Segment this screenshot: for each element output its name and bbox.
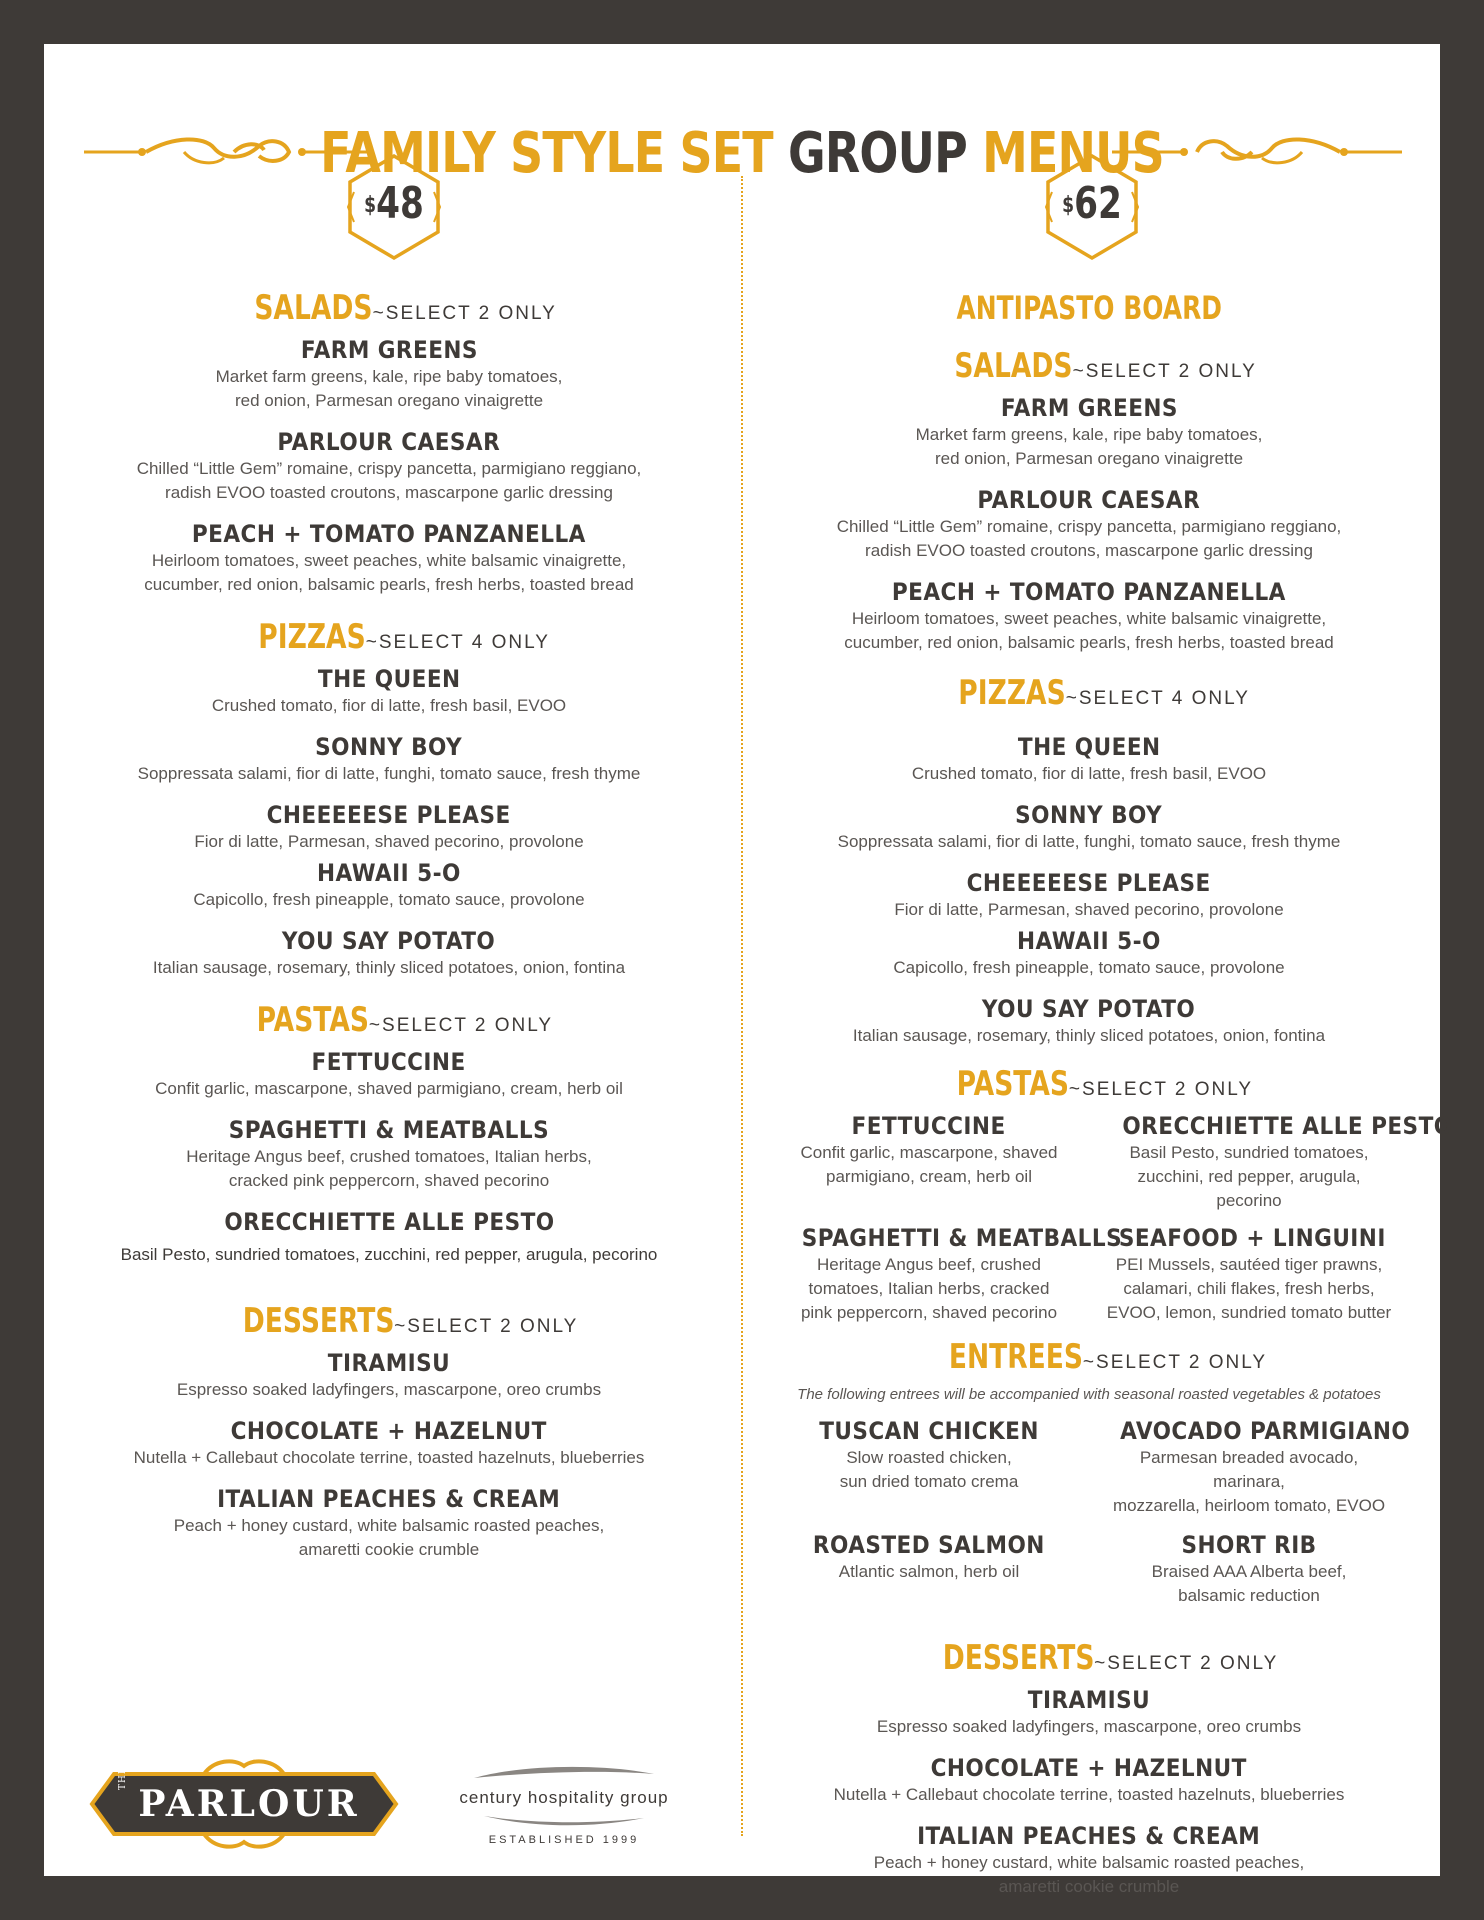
item-desc: Market farm greens, kale, ripe baby tomatoes, [215,367,563,386]
item-desc: Nutella + Callebaut chocolate terrine, toasted hazelnuts, blueberries [133,1448,645,1467]
item-desc: Market farm greens, kale, ripe baby tomatoes, [915,425,1263,444]
price-48 [355,179,433,229]
menu-item [94,335,684,413]
menu-item [1104,1223,1394,1325]
section-select: SELECT 2 ONLY [1082,1079,1254,1100]
item-desc: Basil Pesto, sundried tomatoes, zucchini, red pepper, arugula, pecorino [120,1245,658,1264]
item-desc: Chilled “Little Gem” romaine, crispy pancetta, parmigiano reggiano, [136,459,642,478]
price-value: 48 [376,178,424,229]
section-select: SELECT 2 ONLY [382,1015,554,1036]
price-badge-62 [1042,152,1142,262]
section-name: SALADS [954,346,1073,386]
item-desc: balsamic reduction [1178,1586,1320,1605]
entree-grid [784,1416,1411,1518]
menu-item [784,485,1394,563]
century-hospitality-logo [434,1764,694,1854]
left-menu-column [94,288,684,1562]
menu-item [784,994,1394,1048]
swoosh-lower-icon [484,1814,644,1828]
item-desc: tomatoes, Italian herbs, cracked [808,1279,1050,1298]
menu-item [94,858,684,912]
menu-item [784,800,1394,854]
menu-item [94,427,684,505]
item-name: AVOCADO PARMIGIANO [1120,1417,1411,1445]
item-desc: amaretti cookie crumble [298,1540,480,1559]
section-select: SELECT 4 ONLY [378,632,550,653]
item-name: SPAGHETTI & MEATBALLS [228,1116,550,1144]
menu-item [784,1685,1394,1739]
item-desc: EVOO, lemon, sundried tomato butter [1106,1303,1392,1322]
menu-item [94,732,684,786]
section-name: ENTREES [948,1337,1083,1377]
item-desc: Italian sausage, rosemary, thinly sliced potatoes, onion, fontina [152,958,626,977]
section-select: SELECT 2 ONLY [1107,1653,1279,1674]
item-desc: Braised AAA Alberta beef, [1151,1562,1347,1581]
menu-item [1104,1416,1411,1518]
item-name: SONNY BOY [1015,801,1163,829]
menu-item [94,926,684,980]
item-name: FARM GREENS [1000,394,1178,422]
item-desc: radish EVOO toasted croutons, mascarpone garlic dressing [165,483,613,502]
item-name: SONNY BOY [315,733,463,761]
item-name: HAWAII 5-O [317,859,461,887]
section-header-salads: SALADS~ SELECT 2 ONLY [254,288,557,328]
section-header-salads: SALADS~ SELECT 2 ONLY [954,346,1257,386]
item-name: FETTUCCINE [311,1048,467,1076]
price-badge-48 [344,152,444,262]
section-name: PASTAS [256,1000,369,1040]
item-name: PARLOUR CAESAR [977,486,1201,514]
item-desc: Fior di latte, Parmesan, shaved pecorino, provolone [894,900,1284,919]
menu-item [784,868,1394,922]
menu-sheet [44,44,1453,1896]
price-symbol: $ [364,193,377,218]
menu-item [94,519,684,597]
section-name: SALADS [254,288,373,328]
item-name: CHEEEEESE PLEASE [966,869,1212,897]
section-select: SELECT 2 ONLY [1085,361,1257,382]
item-name: PARLOUR CAESAR [277,428,501,456]
menu-item [784,393,1394,471]
item-desc: Capicollo, fresh pineapple, tomato sauce, provolone [893,958,1285,977]
right-menu-column [784,288,1453,1899]
item-desc: Capicollo, fresh pineapple, tomato sauce, provolone [193,890,585,909]
menu-item [94,1115,684,1193]
column-divider [741,176,743,1836]
item-name: SHORT RIB [1181,1531,1317,1559]
item-name: FARM GREENS [300,336,478,364]
menu-item [784,732,1394,786]
item-desc: Crushed tomato, fior di latte, fresh basil, EVOO [211,696,567,715]
item-desc: pink peppercorn, shaved pecorino [800,1303,1058,1322]
section-name: DESSERTS [942,1638,1095,1678]
item-name: ORECCHIETTE ALLE PESTO [223,1208,555,1236]
item-name: SEAFOOD + LINGUINI [1118,1224,1386,1252]
price-value: 62 [1074,178,1122,229]
item-name: SPAGHETTI & MEATBALLS [801,1224,1123,1252]
item-desc: Heirloom tomatoes, sweet peaches, white balsamic vinaigrette, [851,609,1327,628]
menu-item [784,1753,1394,1807]
menu-item [784,1111,1074,1213]
section-header-desserts: DESSERTS~ SELECT 2 ONLY [242,1301,579,1341]
section-header-entrees: ENTREES~ SELECT 2 ONLY [948,1337,1268,1377]
menu-item [1104,1530,1394,1608]
menu-item [94,664,684,718]
pasta-grid [784,1111,1453,1213]
antipasto-heading [784,288,1394,328]
right-scroll-ornament [1112,130,1402,174]
item-desc: Slow roasted chicken, [846,1448,1012,1467]
chg-established: ESTABLISHED 1999 [488,1834,640,1846]
entree-grid [784,1530,1394,1608]
menu-item [94,1416,684,1470]
item-name: CHEEEEESE PLEASE [266,801,512,829]
item-desc: Espresso soaked ladyfingers, mascarpone, oreo crumbs [876,1717,1302,1736]
item-desc: parmigiano, cream, herb oil [826,1167,1032,1186]
item-desc: Parmesan breaded avocado, marinara, [1139,1448,1359,1491]
pasta-grid [784,1223,1394,1325]
parlour-logo-the: THE [118,1766,128,1790]
section-select: SELECT 2 ONLY [407,1316,579,1337]
parlour-logo-word: PARLOUR [138,1783,360,1825]
entrees-note: The following entrees will be accompanied with seasonal roasted vegetables & potatoes [797,1386,1381,1403]
item-name: ORECCHIETTE ALLE PESTO [1122,1112,1453,1140]
item-desc: Espresso soaked ladyfingers, mascarpone, oreo crumbs [176,1380,602,1399]
item-name: TUSCAN CHICKEN [819,1417,1039,1445]
item-desc: cucumber, red onion, balsamic pearls, fresh herbs, toasted bread [144,575,634,594]
item-desc: Soppressata salami, fior di latte, funghi, tomato sauce, fresh thyme [837,832,1341,851]
title-part-1: FAMILY STYLE SET [320,121,773,186]
item-desc: cracked pink peppercorn, shaved pecorino [228,1171,550,1190]
section-name: PIZZAS [958,673,1066,713]
item-desc: Crushed tomato, fior di latte, fresh basil, EVOO [911,764,1267,783]
item-desc: Soppressata salami, fior di latte, funghi, tomato sauce, fresh thyme [137,764,641,783]
item-name: PEACH + TOMATO PANZANELLA [892,578,1286,606]
section-header-pastas: PASTAS~ SELECT 2 ONLY [956,1064,1254,1104]
title-part-2: GROUP [787,121,967,186]
item-desc: Confit garlic, mascarpone, shaved [800,1143,1058,1162]
section-name: PIZZAS [258,617,366,657]
menu-item [94,1047,684,1101]
item-name: TIRAMISU [327,1349,451,1377]
item-name: ITALIAN PEACHES & CREAM [917,1822,1261,1850]
item-desc: radish EVOO toasted croutons, mascarpone garlic dressing [865,541,1313,560]
item-name: PEACH + TOMATO PANZANELLA [192,520,586,548]
section-name: DESSERTS [242,1301,395,1341]
item-desc: calamari, chili flakes, fresh herbs, [1123,1279,1375,1298]
item-desc: amaretti cookie crumble [998,1877,1180,1896]
item-desc: Confit garlic, mascarpone, shaved parmigiano, cream, herb oil [155,1079,623,1098]
item-desc: Peach + honey custard, white balsamic roasted peaches, [873,1853,1305,1872]
item-desc: red onion, Parmesan oregano vinaigrette [234,391,544,410]
section-header-pastas: PASTAS~ SELECT 2 ONLY [256,1000,554,1040]
item-desc: Fior di latte, Parmesan, shaved pecorino, provolone [194,832,584,851]
section-name: PASTAS [956,1064,1069,1104]
section-header-pizzas: PIZZAS~ SELECT 4 ONLY [258,617,550,657]
chg-name: century hospitality group [459,1788,669,1807]
item-name: ROASTED SALMON [813,1531,1045,1559]
item-name: THE QUEEN [1017,733,1161,761]
item-desc: sun dried tomato crema [839,1472,1019,1491]
item-desc: PEI Mussels, sautéed tiger prawns, [1115,1255,1383,1274]
menu-item [94,1484,684,1562]
item-name: CHOCOLATE + HAZELNUT [230,1417,548,1445]
item-name: THE QUEEN [317,665,461,693]
item-desc: Italian sausage, rosemary, thinly sliced potatoes, onion, fontina [852,1026,1326,1045]
menu-item [1104,1111,1453,1213]
section-header-pizzas: PIZZAS~ SELECT 4 ONLY [958,673,1250,713]
menu-item [784,926,1394,980]
section-select: SELECT 2 ONLY [385,303,557,324]
menu-item [784,1223,1123,1325]
item-desc: Chilled “Little Gem” romaine, crispy pancetta, parmigiano reggiano, [836,517,1342,536]
section-select: SELECT 4 ONLY [1078,688,1250,709]
menu-item [94,1207,684,1267]
price-symbol: $ [1062,193,1075,218]
item-desc: Heritage Angus beef, crushed tomatoes, Italian herbs, [186,1147,592,1166]
item-name: CHOCOLATE + HAZELNUT [930,1754,1248,1782]
item-desc: Heirloom tomatoes, sweet peaches, white balsamic vinaigrette, [151,551,627,570]
item-name: YOU SAY POTATO [282,927,496,955]
item-desc: cucumber, red onion, balsamic pearls, fresh herbs, toasted bread [844,633,1334,652]
section-select: SELECT 2 ONLY [1096,1352,1268,1373]
item-name: HAWAII 5-O [1017,927,1161,955]
item-name: YOU SAY POTATO [982,995,1196,1023]
item-desc: Atlantic salmon, herb oil [838,1562,1020,1581]
parlour-logo [84,1754,404,1854]
item-desc: zucchini, red pepper, arugula, pecorino [1137,1167,1361,1210]
section-header-desserts: DESSERTS~ SELECT 2 ONLY [942,1638,1279,1678]
item-desc: Peach + honey custard, white balsamic roasted peaches, [173,1516,605,1535]
title-part-3: MENUS [982,121,1164,186]
menu-item [784,1416,1074,1518]
item-desc: red onion, Parmesan oregano vinaigrette [934,449,1244,468]
menu-item [784,577,1394,655]
menu-item [784,1821,1394,1899]
antipasto-label: ANTIPASTO BOARD [956,289,1222,327]
item-desc: mozzarella, heirloom tomato, EVOO [1112,1496,1386,1515]
menu-item [94,1348,684,1402]
price-62 [1053,179,1131,229]
item-name: ITALIAN PEACHES & CREAM [217,1485,561,1513]
swoosh-icon [474,1764,654,1784]
item-desc: Heritage Angus beef, crushed [817,1255,1041,1274]
item-desc: Basil Pesto, sundried tomatoes, [1129,1143,1369,1162]
item-name: FETTUCCINE [851,1112,1007,1140]
menu-item [94,800,684,854]
menu-item [784,1530,1074,1608]
item-name: TIRAMISU [1027,1686,1151,1714]
item-desc: Nutella + Callebaut chocolate terrine, toasted hazelnuts, blueberries [833,1785,1345,1804]
